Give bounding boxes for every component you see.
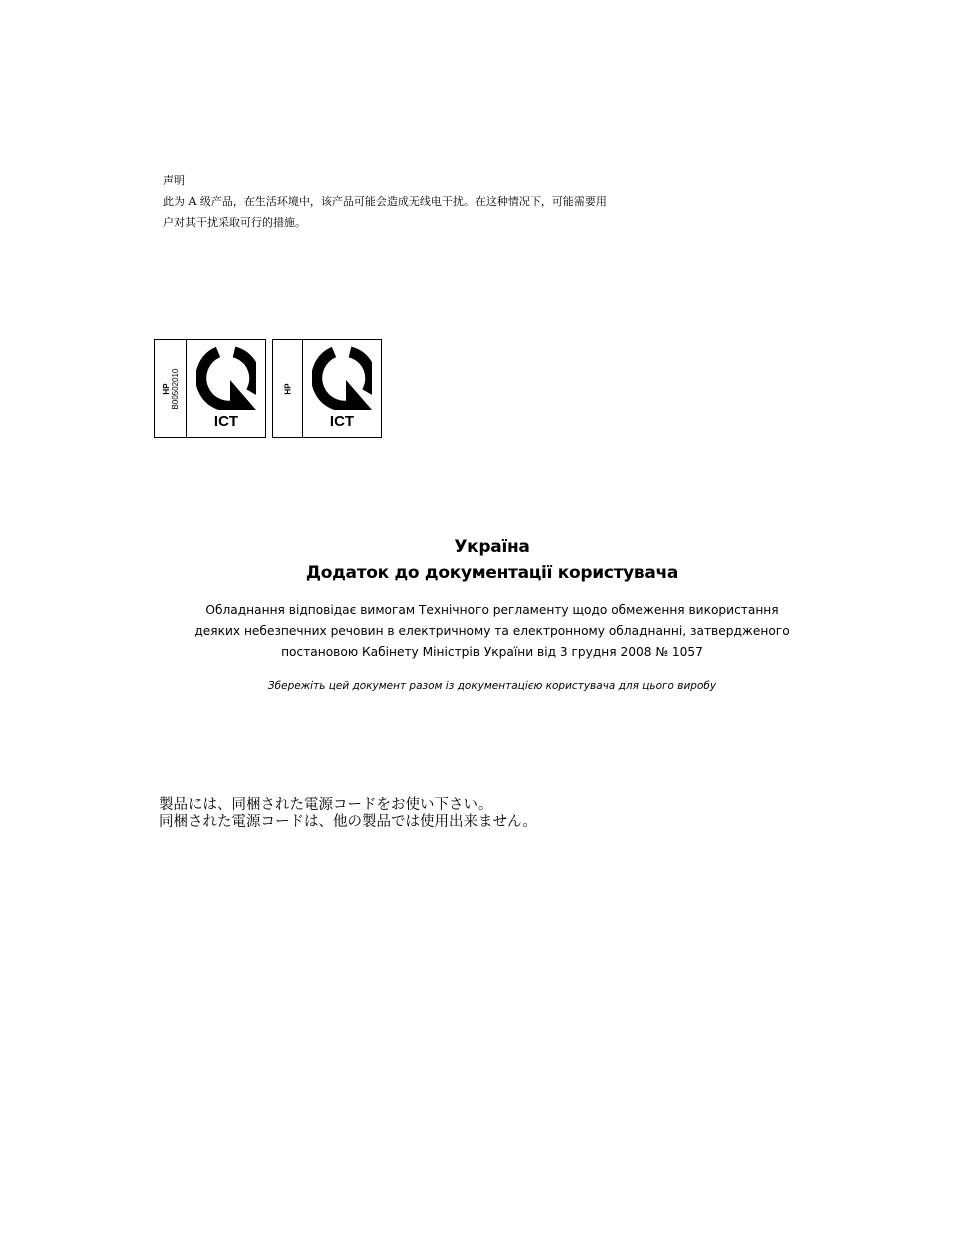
japan-power-cord-notice (159, 797, 537, 831)
ict-mark-1-code: B00502010 (170, 368, 180, 409)
japan-line-1: 製品には、同梱された電源コードをお使い下さい。 (159, 797, 493, 813)
ict-mark-1-label: ICT (213, 413, 239, 430)
ict-mark-2-hp: HP (283, 382, 292, 395)
china-class-a-notice (163, 170, 683, 233)
japan-line-2: 同梱された電源コードは、他の製品では使用出来ません。 (159, 814, 537, 830)
ukraine-body-line-2: деяких небезпечних речовин в електричному та електронному обладнанні, затвердженого (194, 624, 790, 638)
ict-mark-1-hp: HP (161, 382, 171, 395)
q-mark-logo-icon (312, 346, 372, 410)
ukraine-body-line-1: Обладнання відповідає вимогам Технічного регламенту щодо обмеження використання (205, 603, 779, 617)
ukraine-section (150, 534, 834, 694)
ukraine-body (150, 600, 834, 663)
ukraine-subtitle: Додаток до документації користувача (305, 563, 679, 583)
ict-mark-1 (154, 339, 266, 438)
ict-mark-2 (272, 339, 382, 438)
ict-mark-2-label: ICT (329, 413, 355, 430)
ukraine-title: Україна (454, 537, 530, 557)
ict-marks (154, 339, 382, 439)
q-mark-logo-icon (196, 346, 256, 410)
notice-line-1: 此为 A 级产品，在生活环境中，该产品可能会造成无线电干扰。在这种情况下，可能需要用 (163, 195, 607, 208)
ukraine-note: Збережіть цей документ разом із документацією користувача для цього виробу (267, 680, 717, 692)
notice-line-2: 户对其干扰采取可行的措施。 (163, 216, 306, 229)
ukraine-body-line-3: постановою Кабінету Міністрів України від 3 грудня 2008 № 1057 (281, 645, 703, 659)
ict-mark-1-side (155, 340, 187, 437)
ict-mark-2-side (273, 340, 303, 437)
notice-title: 声明 (163, 174, 185, 187)
